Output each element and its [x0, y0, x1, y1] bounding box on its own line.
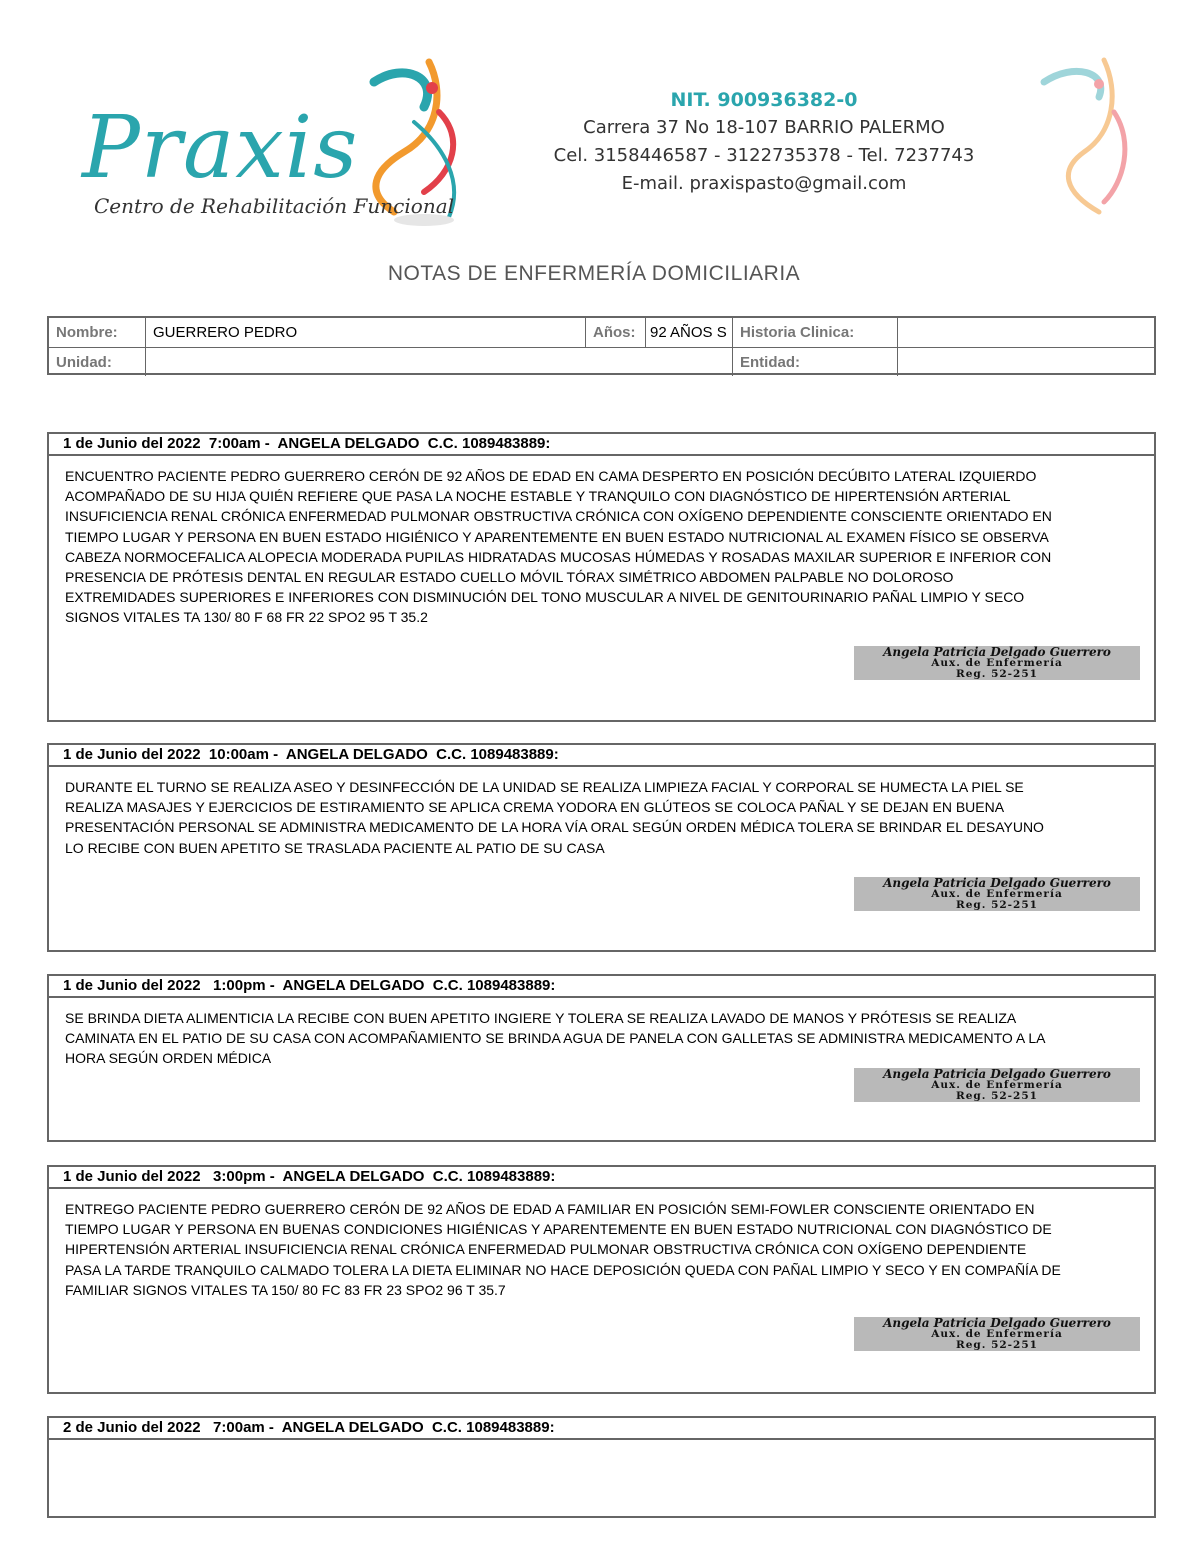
nit-number: NIT. 900936382-0: [670, 89, 858, 111]
note-body: ENTREGO PACIENTE PEDRO GUERRERO CERÓN DE 92 AÑOS DE EDAD A FAMILIAR EN POSICIÓN SEMI-FOWLER CONSCIENTE ORIENTADO EN TIEMPO LUGAR Y PERSONA EN BUENAS CONDICIONES HIGIÉNICAS Y APARENTEMENTE EN BUEN ESTADO NUTRICIONAL CON DIAGNÓSTICO DE HIPERTENSIÓN ARTERIAL INSUFICIENCIA RENAL CRÓNICA ENFERMEDAD PULMONAR OBSTRUCTIVA CRÓNICA CON OXÍGENO DEPENDIENTE PASA LA TARDE TRANQUILO CALMADO TOLERA LA DIETA ELIMINAR NO HACE DEPOSICIÓN QUEDA CON PAÑAL LIMPIO Y SECO Y EN COMPAÑÍA DE FAMILIAR SIGNOS VITALES TA 150/ 80 FC 83 FR 23 SPO2 96 T 35.7: [65, 1201, 1061, 1298]
entity-label: Entidad:: [733, 347, 898, 376]
note-header: 1 de Junio del 2022 1:00pm - ANGELA DELGADO C.C. 1089483889:: [49, 976, 1154, 998]
signature-role: Aux. de Enfermería: [931, 657, 1063, 669]
contact-block: [514, 86, 1014, 198]
nursing-note: [47, 432, 1156, 722]
email: E-mail. praxispasto@gmail.com: [621, 173, 907, 194]
praxis-logo: [44, 52, 474, 232]
unit-value: [146, 347, 733, 376]
name-label: Nombre:: [49, 318, 146, 347]
note-header: 1 de Junio del 2022 3:00pm - ANGELA DELGADO C.C. 1089483889:: [49, 1167, 1154, 1189]
patient-info-table: [47, 316, 1156, 375]
signature-name: Angela Patricia Delgado Guerrero: [883, 877, 1111, 890]
nursing-note: [47, 974, 1156, 1142]
document-title: NOTAS DE ENFERMERÍA DOMICILIARIA: [387, 262, 801, 285]
signature-role: Aux. de Enfermería: [931, 1079, 1063, 1091]
signature-role: Aux. de Enfermería: [931, 1328, 1063, 1340]
unit-label: Unidad:: [49, 347, 146, 376]
signature-reg: Reg. 52-251: [956, 899, 1038, 911]
note-header: 2 de Junio del 2022 7:00am - ANGELA DELGADO C.C. 1089483889:: [49, 1418, 1154, 1440]
signature-reg: Reg. 52-251: [956, 1339, 1038, 1351]
note-body: ENCUENTRO PACIENTE PEDRO GUERRERO CERÓN DE 92 AÑOS DE EDAD EN CAMA DESPERTO EN POSICIÓN DECÚBITO LATERAL IZQUIERDO ACOMPAÑADO DE SU HIJA QUIÉN REFIERE QUE PASA LA NOCHE ESTABLE Y TRANQUILO CON DIAGNÓSTICO DE HIPERTENSIÓN ARTERIAL INSUFICIENCIA RENAL CRÓNICA ENFERMEDAD PULMONAR OBSTRUCTIVA CRÓNICA CON OXÍGENO DEPENDIENTE CONSCIENTE ORIENTADO EN TIEMPO LUGAR Y PERSONA EN BUEN ESTADO HIGIÉNICO Y APARENTEMENTE EN BUEN ESTADO NUTRICIONAL AL EXAMEN FÍSICO SE OBSERVA CABEZA NORMOCEFALICA ALOPECIA MODERADA PUPILAS HIDRATADAS MUCOSAS HÚMEDAS Y ROSADAS MAXILAR SUPERIOR E INFERIOR CON PRESENCIA DE PRÓTESIS DENTAL EN REGULAR ESTADO CUELLO MÓVIL TÓRAX SIMÉTRICO ABDOMEN PALPABLE NO DOLOROSO EXTREMIDADES SUPERIORES E INFERIORES CON DISMINUCIÓN DEL TONO MUSCULAR A NIVEL DE GENITOURINARIO PAÑAL LIMPIO Y SECO SIGNOS VITALES TA 130/ 80 F 68 FR 22 SPO2 95 T 35.2: [65, 468, 1052, 626]
signature-name: Angela Patricia Delgado Guerrero: [883, 646, 1111, 659]
note-body: [49, 1440, 1065, 1450]
history-value: [898, 318, 1154, 347]
signature-reg: Reg. 52-251: [956, 668, 1038, 680]
logo-text: Praxis: [82, 98, 359, 198]
nurse-signature: [854, 1317, 1140, 1351]
history-label: Historia Clinica:: [733, 318, 898, 347]
age-value: 92 AÑOS S: [646, 318, 733, 347]
signature-name: Angela Patricia Delgado Guerrero: [883, 1068, 1111, 1081]
nursing-note: [47, 743, 1156, 952]
nurse-signature: [854, 877, 1140, 911]
logo-subtitle: Centro de Rehabilitación Funcional: [94, 194, 455, 218]
signature-name: Angela Patricia Delgado Guerrero: [883, 1317, 1111, 1330]
nurse-signature: [854, 646, 1140, 680]
entity-value: [898, 347, 1154, 376]
phones: Cel. 3158446587 - 3122735378 - Tel. 7237743: [553, 145, 975, 166]
note-body: DURANTE EL TURNO SE REALIZA ASEO Y DESINFECCIÓN DE LA UNIDAD SE REALIZA LIMPIEZA FACIAL Y CORPORAL SE HUMECTA LA PIEL SE REALIZA MASAJES Y EJERCICIOS DE ESTIRAMIENTO SE APLICA CREMA YODORA EN GLÚTEOS SE COLOCA PAÑAL Y SE DEJAN EN BUENA PRESENTACIÓN PERSONAL SE ADMINISTRA MEDICAMENTO DE LA HORA VÍA ORAL SEGÚN ORDEN MÉDICA TOLERA SE BRINDAR EL DESAYUNO LO RECIBE CON BUEN APETITO SE TRASLADA PACIENTE AL PATIO DE SU CASA: [65, 779, 1044, 856]
age-label: Años:: [586, 318, 646, 347]
nursing-note: [47, 1165, 1156, 1394]
letterhead: [44, 52, 1158, 232]
nurse-signature: [854, 1068, 1140, 1102]
note-body: SE BRINDA DIETA ALIMENTICIA LA RECIBE CON BUEN APETITO INGIERE Y TOLERA SE REALIZA LAVADO DE MANOS Y PRÓTESIS SE REALIZA CAMINATA EN EL PATIO DE SU CASA CON ACOMPAÑAMIENTO SE BRINDA AGUA DE PANELA CON GALLETAS SE ADMINISTRA MEDICAMENTO A LA HORA SEGÚN ORDEN MÉDICA: [65, 1010, 1045, 1067]
address: Carrera 37 No 18-107 BARRIO PALERMO: [583, 117, 945, 138]
nursing-note: [47, 1416, 1156, 1518]
note-header: 1 de Junio del 2022 7:00am - ANGELA DELGADO C.C. 1089483889:: [49, 434, 1154, 456]
note-header: 1 de Junio del 2022 10:00am - ANGELA DELGADO C.C. 1089483889:: [49, 745, 1154, 767]
signature-role: Aux. de Enfermería: [931, 888, 1063, 900]
decorative-figure-icon: [1024, 52, 1158, 232]
name-value: GUERRERO PEDRO: [146, 318, 586, 347]
signature-reg: Reg. 52-251: [956, 1090, 1038, 1102]
